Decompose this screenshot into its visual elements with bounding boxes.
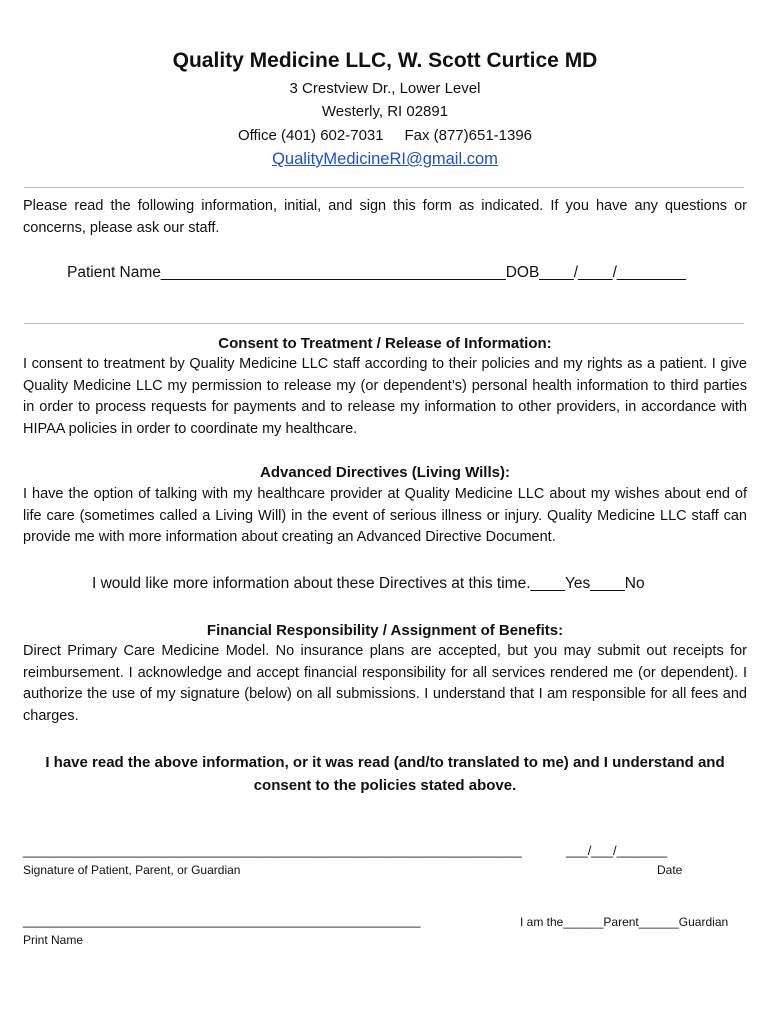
financial-body: Direct Primary Care Medicine Model. No insurance plans are accepted, but you may submit out receipts for reimbursement. I acknowledge and accept financial responsibility for all services rendered me (or dependent). I authorize the use of my signature (below) on all submissions. I understand that I am responsible for all fees and charges. (23, 643, 747, 724)
financial-heading: Financial Responsibility / Assignment of Benefits: (206, 622, 564, 639)
intro-text: Please read the following information, initial, and sign this form as indicated. If you have any questions or concerns, please ask our staff. (23, 198, 747, 236)
address-line-1: 3 Crestview Dr., Lower Level (289, 80, 481, 97)
practice-title: Quality Medicine LLC, W. Scott Curtice MD (172, 49, 598, 72)
directives-info-field[interactable]: I would like more information about these Directives at this time.____Yes____No (92, 575, 645, 592)
section-divider (24, 323, 744, 324)
patient-name-dob-field[interactable]: Patient Name________________________________________DOB____/____/________ (67, 264, 686, 281)
acknowledgement-statement: I have read the above information, or it was read (and/to translated to me) and I understand and consent to the policies stated above. (45, 754, 725, 794)
print-name-line[interactable]: _______________________________________________________ (23, 913, 421, 928)
date-label: Date (657, 863, 683, 877)
signature-date-line[interactable]: ___/___/_______ (566, 843, 668, 858)
parent-guardian-field[interactable]: I am the______Parent______Guardian (520, 915, 729, 929)
email-link[interactable]: QualityMedicineRI@gmail.com (272, 150, 498, 168)
directives-body: I have the option of talking with my healthcare provider at Quality Medicine LLC about my wishes about end of life care (sometimes called a Living Will) in the event of serious illness or injury. Quality Medicine LLC staff can provide me with more information about creating an Advanced Directive Document. (23, 486, 747, 546)
phone-fax-line: Office (401) 602-7031 Fax (877)651-1396 (237, 127, 533, 144)
print-name-label: Print Name (23, 933, 84, 947)
header-divider (24, 187, 744, 188)
signature-label: Signature of Patient, Parent, or Guardian (23, 863, 241, 877)
directives-heading: Advanced Directives (Living Wills): (260, 464, 510, 481)
consent-body: I consent to treatment by Quality Medicine LLC staff according to their policies and my rights as a patient. I give Quality Medicine LLC my permission to release my (or dependent’s) personal health information to third parties in order to process requests for payments and to release my information to other providers, in accordance with HIPAA policies in order to coordinate my healthcare. (23, 356, 747, 437)
address-line-2: Westerly, RI 02891 (321, 103, 449, 120)
signature-line[interactable]: _____________________________________________________________________ (23, 843, 522, 858)
consent-heading: Consent to Treatment / Release of Information: (218, 335, 552, 352)
